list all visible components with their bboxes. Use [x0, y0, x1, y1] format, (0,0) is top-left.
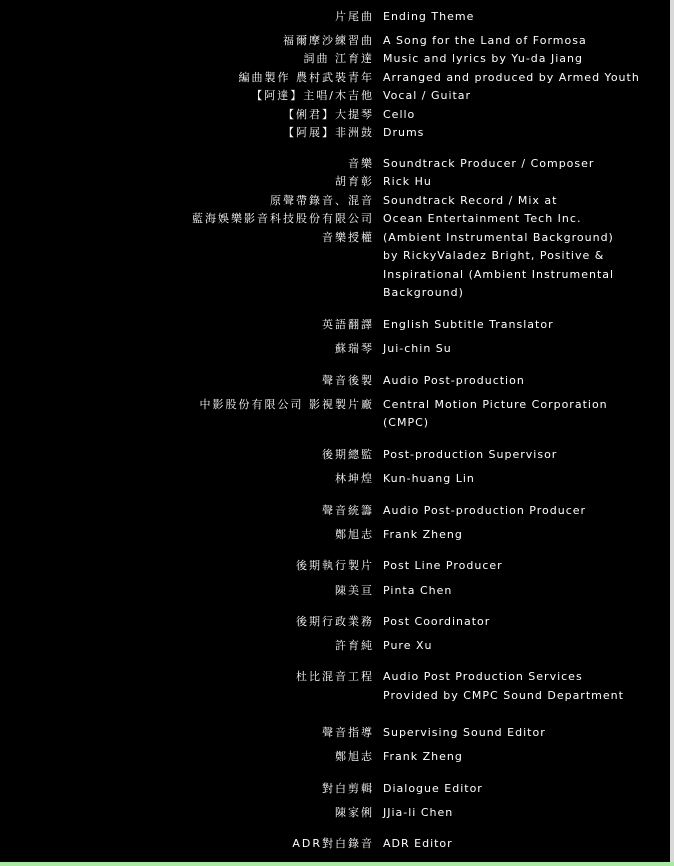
right-edge-divider	[670, 0, 674, 866]
credit-row	[0, 284, 668, 302]
credit-role-en: Soundtrack Record / Mix at	[383, 194, 558, 207]
credit-role-en: Soundtrack Producer / Composer	[383, 157, 595, 170]
credit-role-zh: 福爾摩沙練習曲	[283, 34, 374, 47]
bottom-edge-divider	[0, 862, 674, 866]
credit-role-en: Audio Post-production Producer	[383, 504, 587, 517]
credit-role-en: JJia-li Chen	[383, 806, 454, 819]
credit-row	[0, 637, 668, 655]
credit-row	[0, 247, 668, 265]
credit-row	[0, 173, 668, 191]
credit-role-en: Post Coordinator	[383, 615, 491, 628]
credit-row	[0, 69, 668, 87]
credit-role-en: Ocean Entertainment Tech Inc.	[383, 212, 582, 225]
credit-role-en: Post-production Supervisor	[383, 448, 558, 461]
credit-row	[0, 32, 668, 50]
credit-role-en: Vocal / Guitar	[383, 89, 472, 102]
credit-row	[0, 780, 668, 798]
credit-row	[0, 724, 668, 742]
credit-role-zh: 【阿達】主唱/木吉他	[251, 89, 374, 102]
credit-role-en: Cello	[383, 108, 416, 121]
credit-row	[0, 748, 668, 766]
credit-role-en: (Ambient Instrumental Background)	[383, 231, 614, 244]
credit-row	[0, 470, 668, 488]
credit-role-zh: 杜比混音工程	[296, 670, 374, 683]
credit-role-en: Dialogue Editor	[383, 782, 483, 795]
credit-role-en: Frank Zheng	[383, 528, 463, 541]
credit-row	[0, 557, 668, 575]
credit-role-zh: 聲音後製	[322, 374, 374, 387]
credit-row	[0, 668, 668, 686]
credit-row	[0, 192, 668, 210]
credit-row	[0, 155, 668, 173]
credit-role-zh: 後期執行製片	[296, 559, 374, 572]
credit-role-zh: 中影股份有限公司 影視製片廠	[199, 398, 374, 411]
credit-row	[0, 526, 668, 544]
credit-role-zh: 原聲帶錄音、混音	[270, 194, 374, 207]
credit-role-zh: 【阿展】非洲鼓	[283, 126, 374, 139]
credit-role-en: Supervising Sound Editor	[383, 726, 546, 739]
credit-row	[0, 229, 668, 247]
credit-row	[0, 396, 668, 414]
credit-role-zh: 蘇瑞琴	[335, 342, 374, 355]
credit-row	[0, 87, 668, 105]
credit-row	[0, 8, 668, 26]
credit-row	[0, 835, 668, 853]
credit-role-en: Ending Theme	[383, 10, 475, 23]
credit-role-en: Pure Xu	[383, 639, 433, 652]
credit-row	[0, 106, 668, 124]
credit-role-en: ADR Editor	[383, 837, 453, 850]
credit-role-zh: 後期總監	[322, 448, 374, 461]
credit-role-en: Arranged and produced by Armed Youth	[383, 71, 640, 84]
credit-row	[0, 124, 668, 142]
credit-role-zh: 音樂授權	[322, 231, 374, 244]
credit-role-zh: 陳美亘	[335, 584, 374, 597]
credit-row	[0, 613, 668, 631]
credit-role-zh: 胡育彰	[335, 175, 374, 188]
credit-role-en: by RickyValadez Bright, Positive &	[383, 249, 605, 262]
credit-role-zh: 後期行政業務	[296, 615, 374, 628]
credit-role-zh: 聲音指導	[322, 726, 374, 739]
credit-role-en: A Song for the Land of Formosa	[383, 34, 587, 47]
credit-role-zh: 許育純	[335, 639, 374, 652]
credit-row	[0, 502, 668, 520]
credit-role-en: Post Line Producer	[383, 559, 503, 572]
credit-role-en: Provided by CMPC Sound Department	[383, 689, 624, 702]
credit-role-zh: 陳家俐	[335, 806, 374, 819]
credit-role-en: Music and lyrics by Yu-da Jiang	[383, 52, 584, 65]
credit-row	[0, 687, 668, 705]
credit-role-zh: 聲音統籌	[322, 504, 374, 517]
credit-role-zh: 片尾曲	[335, 10, 374, 23]
credit-role-en: Jui-chin Su	[383, 342, 452, 355]
credit-role-zh: 編曲製作 農村武裝青年	[238, 71, 374, 84]
credit-role-en: Audio Post Production Services	[383, 670, 583, 683]
credit-role-en: Drums	[383, 126, 425, 139]
credit-row	[0, 582, 668, 600]
credit-role-zh: 英語翻譯	[322, 318, 374, 331]
credit-row	[0, 210, 668, 228]
credit-role-en: (CMPC)	[383, 416, 430, 429]
credit-role-en: Central Motion Picture Corporation	[383, 398, 608, 411]
credit-role-en: Audio Post-production	[383, 374, 525, 387]
credit-role-en: Pinta Chen	[383, 584, 453, 597]
credit-role-en: Frank Zheng	[383, 750, 463, 763]
credit-role-zh: 詞曲 江育達	[303, 52, 374, 65]
credit-row	[0, 372, 668, 390]
credit-row	[0, 414, 668, 432]
credit-role-en: Inspirational (Ambient Instrumental	[383, 268, 615, 281]
credit-row	[0, 50, 668, 68]
credit-role-en: English Subtitle Translator	[383, 318, 554, 331]
credit-role-zh: 音樂	[348, 157, 374, 170]
credit-row	[0, 266, 668, 284]
credit-role-zh: 林坤煌	[335, 472, 374, 485]
credit-role-zh: 鄭旭志	[335, 750, 374, 763]
credit-role-en: Rick Hu	[383, 175, 432, 188]
credit-row	[0, 804, 668, 822]
credit-role-zh: 對白剪輯	[322, 782, 374, 795]
credit-role-zh: ADR對白錄音	[292, 837, 374, 850]
credit-role-zh: 藍海娛樂影音科技股份有限公司	[192, 212, 374, 225]
credit-role-zh: 【俐君】大提琴	[283, 108, 374, 121]
credit-role-en: Kun-huang Lin	[383, 472, 475, 485]
credit-role-zh: 鄭旭志	[335, 528, 374, 541]
credit-row	[0, 340, 668, 358]
credit-row	[0, 316, 668, 334]
credit-row	[0, 446, 668, 464]
credit-role-en: Background)	[383, 286, 464, 299]
